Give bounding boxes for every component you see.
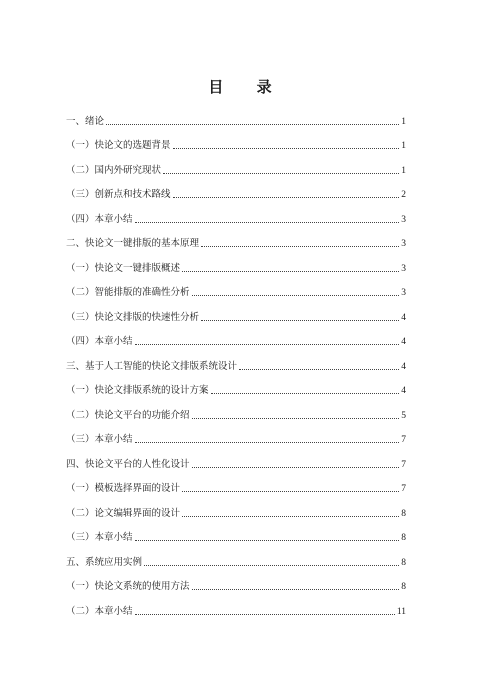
toc-entry-page-number: 3 <box>401 239 406 249</box>
toc-dot-leader <box>135 222 400 223</box>
toc-entry-label: （二）本章小结 <box>66 605 133 617</box>
toc-entry[interactable] <box>66 569 406 594</box>
toc-entry-page-number: 3 <box>401 263 406 274</box>
toc-entry[interactable] <box>66 422 406 447</box>
toc-entry-page-number: 8 <box>401 557 406 568</box>
toc-entry-page-number: 11 <box>396 606 406 617</box>
toc-entry-label: （二）智能排版的准确性分析 <box>66 287 190 298</box>
toc-entry-label: （一）快论文一键排版概述 <box>66 262 181 274</box>
toc-entry[interactable] <box>66 275 406 300</box>
toc-entry-page-number: 8 <box>401 582 406 592</box>
toc-entry[interactable] <box>66 471 406 496</box>
toc-dot-leader <box>135 540 400 541</box>
toc-dot-leader <box>135 344 400 345</box>
toc-entry-page-number: 1 <box>401 165 406 176</box>
toc-entry-page-number: 7 <box>401 435 406 445</box>
toc-dot-leader <box>144 565 399 566</box>
toc-entry-page-number: 4 <box>401 386 406 396</box>
toc-entry-label: （一）快论文排版系统的设计方案 <box>66 385 209 396</box>
toc-dot-leader <box>192 589 400 590</box>
toc-entry-page-number: 1 <box>401 116 406 127</box>
toc-dot-leader <box>192 467 400 468</box>
toc-entry-label: （三）快论文排版的快速性分析 <box>66 311 200 323</box>
toc-dot-leader <box>192 295 400 296</box>
toc-entry[interactable] <box>66 152 406 177</box>
toc-dot-leader <box>182 516 399 517</box>
toc-entry[interactable] <box>66 446 406 471</box>
toc-dot-leader <box>135 614 395 615</box>
toc-entry-label: （二）快论文平台的功能介绍 <box>66 409 190 421</box>
toc-entry-label: 四、快论文平台的人性化设计 <box>66 458 190 470</box>
toc-entry[interactable] <box>66 520 406 545</box>
toc-entry[interactable] <box>66 299 406 324</box>
toc-title: 目 录 <box>208 78 286 96</box>
toc-entry-page-number: 8 <box>401 533 406 543</box>
toc-dot-leader <box>201 320 399 321</box>
toc-entry-label: （二）国内外研究现状 <box>66 164 162 176</box>
toc-entry[interactable] <box>66 226 406 251</box>
toc-entry-page-number: 7 <box>401 484 406 494</box>
toc-entry-label: （一）模板选择界面的设计 <box>66 483 181 494</box>
toc-entry-label: （三）创新点和技术路线 <box>66 189 171 200</box>
toc-dot-leader <box>201 246 399 247</box>
toc-dot-leader <box>182 271 399 272</box>
toc-entry-label: 二、快论文一键排版的基本原理 <box>66 238 200 249</box>
toc-entry-label: 五、系统应用实例 <box>66 556 143 568</box>
toc-entry[interactable] <box>66 348 406 373</box>
toc-entry-page-number: 1 <box>401 141 406 151</box>
toc-entry[interactable] <box>66 128 406 153</box>
toc-entry-page-number: 5 <box>401 410 406 421</box>
toc-dot-leader <box>173 148 400 149</box>
toc-entry-label: （一）快论文系统的使用方法 <box>66 581 190 592</box>
toc-entry-page-number: 7 <box>401 459 406 470</box>
toc-entry-page-number: 8 <box>401 508 406 519</box>
toc-entry[interactable] <box>66 373 406 398</box>
toc-entry[interactable] <box>66 544 406 569</box>
toc-entry-page-number: 4 <box>401 361 406 372</box>
toc-entry[interactable] <box>66 201 406 226</box>
toc-entry[interactable] <box>66 177 406 202</box>
toc-entry-label: （四）本章小结 <box>66 336 133 347</box>
toc-dot-leader <box>173 197 400 198</box>
toc-entry-label: 一、绪论 <box>66 115 105 127</box>
toc-entry-page-number: 4 <box>401 312 406 323</box>
toc-dot-leader <box>163 173 399 174</box>
toc-entry-label: （四）本章小结 <box>66 213 133 225</box>
toc-dot-leader <box>135 442 400 443</box>
toc-entry[interactable] <box>66 103 406 128</box>
toc-entry[interactable] <box>66 397 406 422</box>
toc-entry[interactable] <box>66 324 406 349</box>
toc-entry-label: （三）本章小结 <box>66 434 133 445</box>
toc-entry-page-number: 4 <box>401 337 406 347</box>
toc-entry-page-number: 3 <box>401 214 406 225</box>
toc-entry[interactable] <box>66 495 406 520</box>
toc-list <box>66 103 406 618</box>
toc-entry[interactable] <box>66 593 406 618</box>
toc-dot-leader <box>182 491 399 492</box>
toc-dot-leader <box>192 418 400 419</box>
toc-entry-page-number: 2 <box>401 190 406 200</box>
toc-entry[interactable] <box>66 250 406 275</box>
toc-entry-label: （一）快论文的选题背景 <box>66 140 171 151</box>
toc-dot-leader <box>106 124 399 125</box>
toc-entry-label: （二）论文编辑界面的设计 <box>66 507 181 519</box>
toc-entry-label: 三、基于人工智能的快论文排版系统设计 <box>66 360 238 372</box>
toc-entry-label: （三）本章小结 <box>66 532 133 543</box>
toc-dot-leader <box>211 393 400 394</box>
toc-entry-page-number: 3 <box>401 288 406 298</box>
toc-dot-leader <box>239 369 399 370</box>
